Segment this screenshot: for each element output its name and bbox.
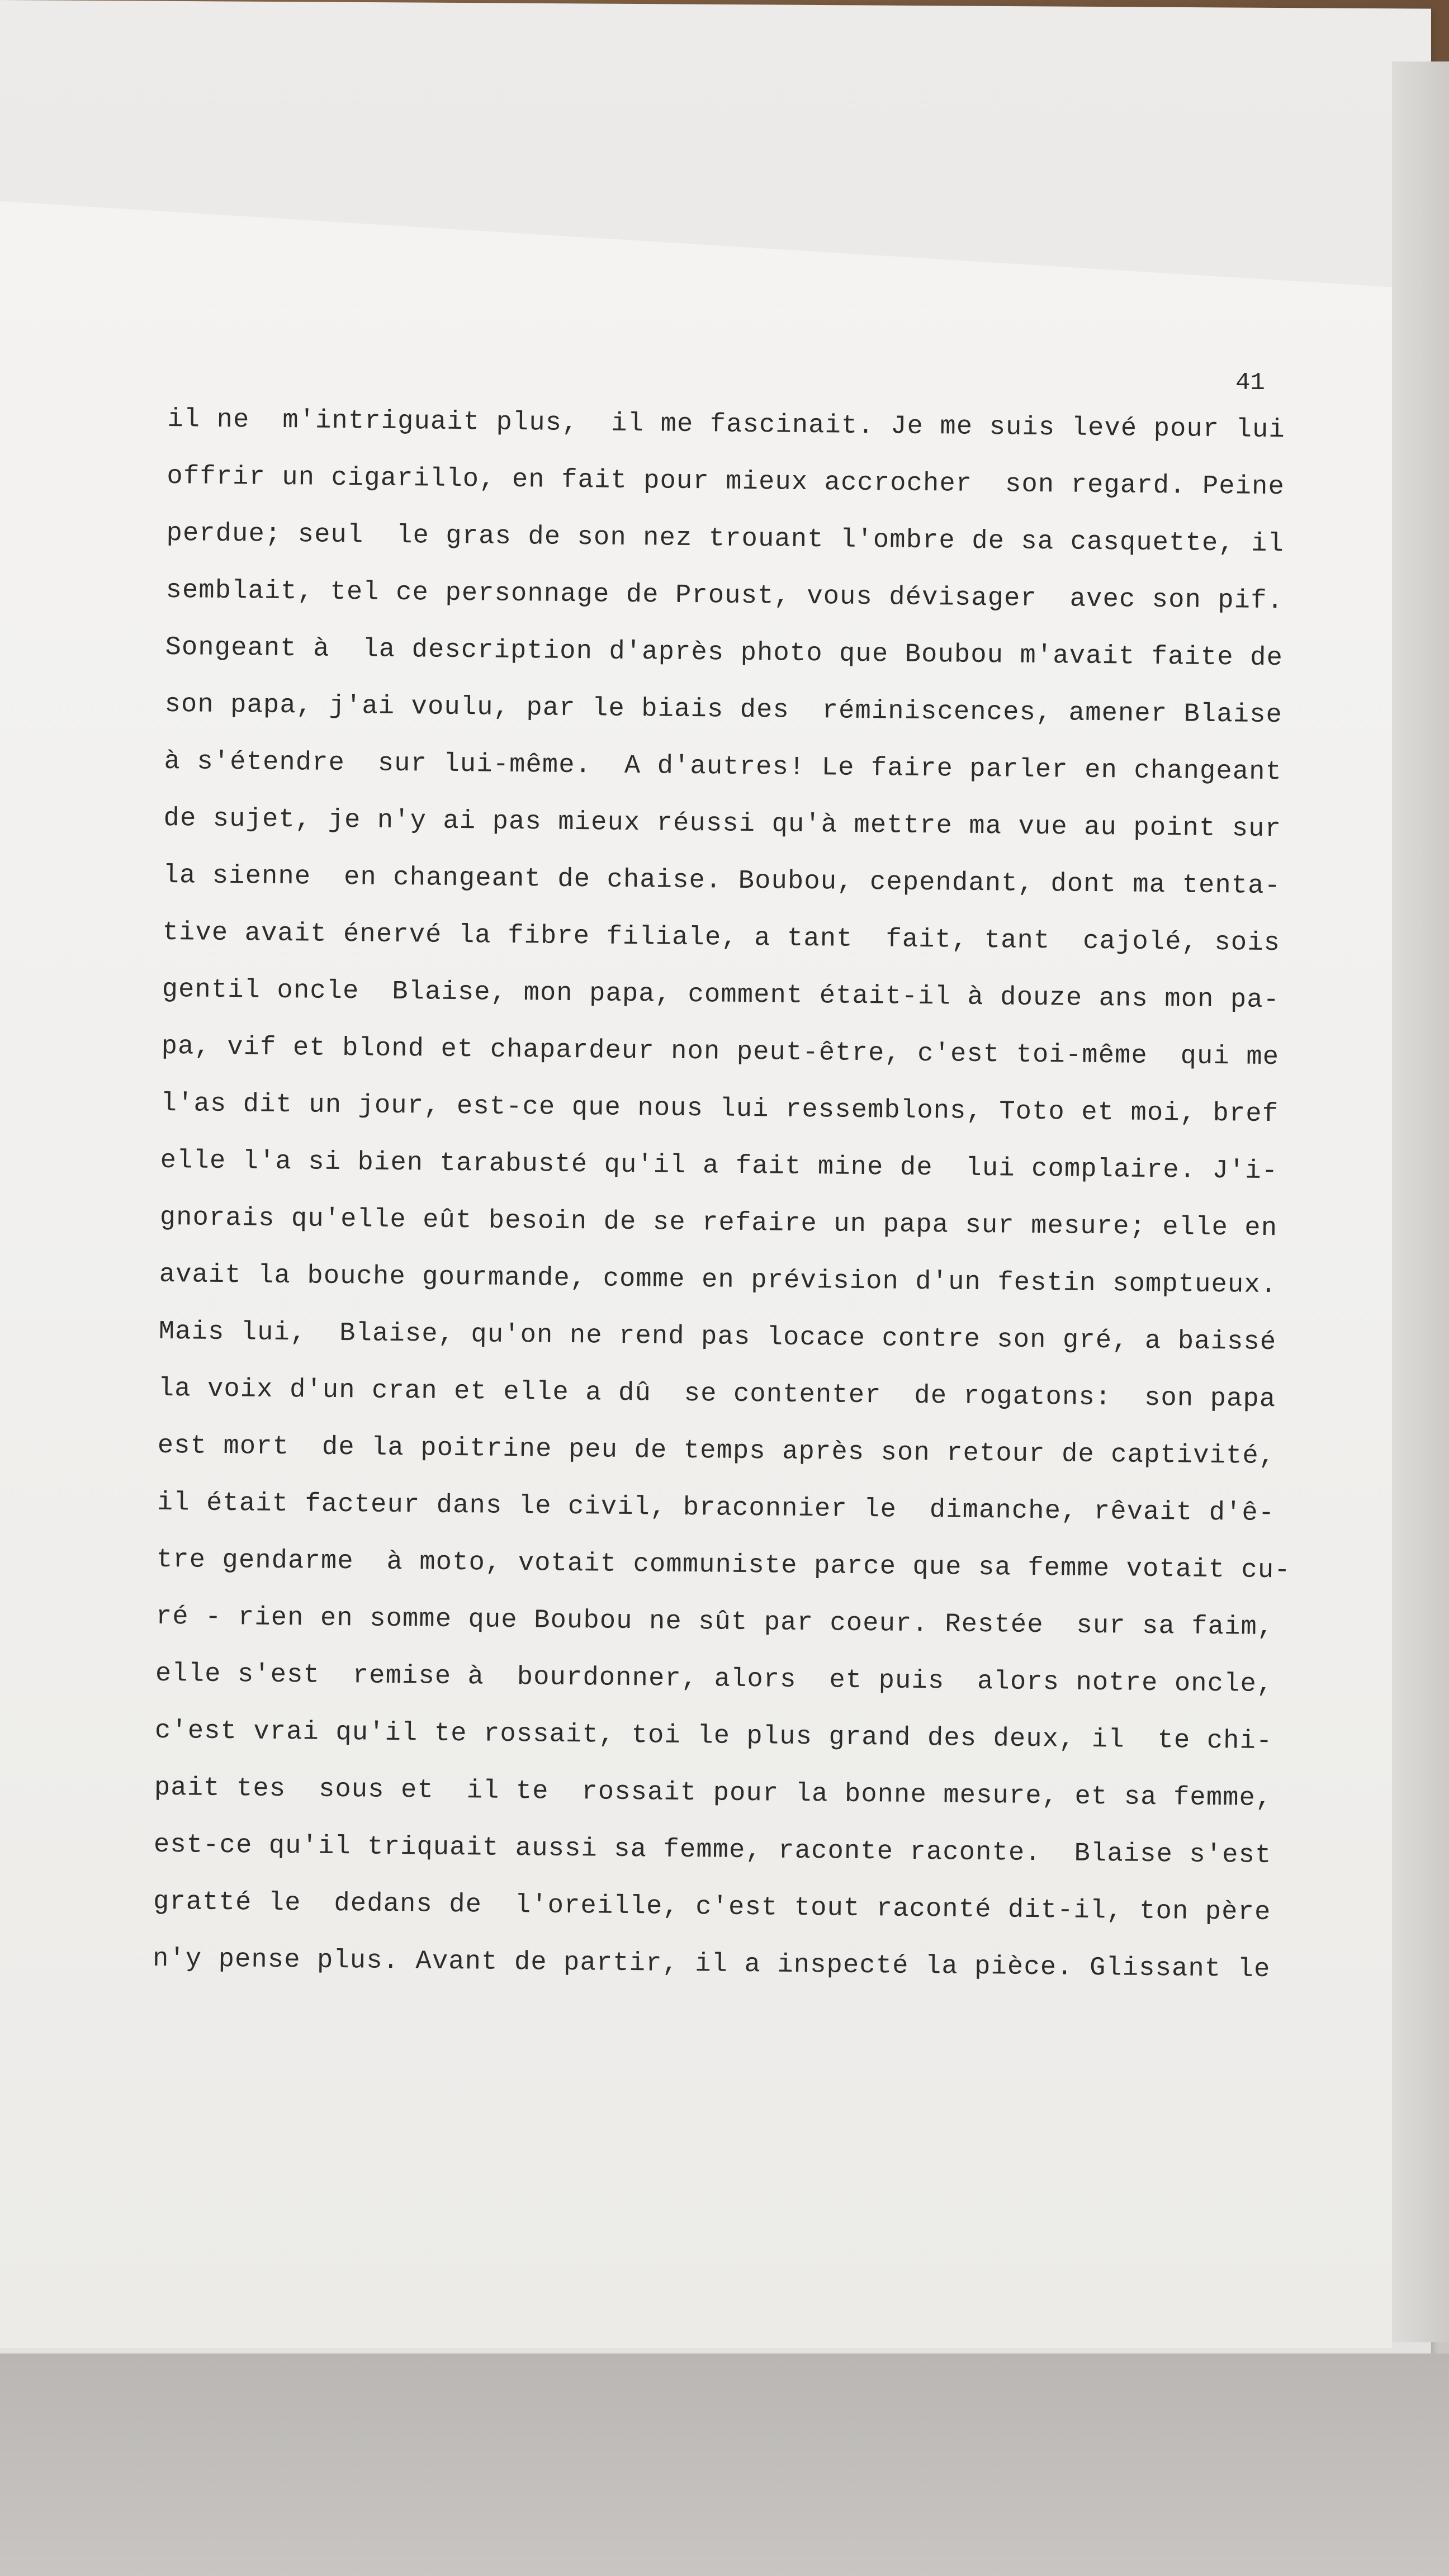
- text-line: de sujet, je n'y ai pas mieux réussi qu'à mettre ma vue au point sur: [163, 803, 1282, 845]
- text-line: elle s'est remise à bourdonner, alors et puis alors notre oncle,: [155, 1659, 1273, 1700]
- text-line: n'y pense plus. Avant de partir, il a inspecté la pièce. Glissant le: [152, 1944, 1271, 1985]
- page-number: 41: [1235, 369, 1265, 397]
- text-line: gentil oncle Blaise, mon papa, comment était-il à douze ans mon pa-: [162, 974, 1280, 1016]
- text-line: pait tes sous et il te rossait pour la bonne mesure, et sa femme,: [154, 1773, 1272, 1814]
- text-line: pa, vif et blond et chapardeur non peut-être, c'est toi-même qui me: [161, 1031, 1280, 1073]
- text-line: il était facteur dans le civil, braconnier le dimanche, rêvait d'ê-: [157, 1488, 1275, 1529]
- text-line: tive avait énervé la fibre filiale, a tant fait, tant cajolé, sois: [162, 917, 1281, 959]
- text-line: Songeant à la description d'après photo que Boubou m'avait faite de: [165, 632, 1284, 674]
- text-line: à s'étendre sur lui-même. A d'autres! Le faire parler en changeant: [164, 746, 1282, 788]
- text-line: elle l'a si bien tarabusté qu'il a fait mine de lui complaire. J'i-: [160, 1145, 1278, 1187]
- text-line: la voix d'un cran et elle a dû se contenter de rogatons: son papa: [158, 1374, 1276, 1415]
- body-text: [153, 391, 1420, 2000]
- text-line: est-ce qu'il triquait aussi sa femme, raconte raconte. Blaise s'est: [153, 1830, 1272, 1871]
- text-line: perdue; seul le gras de son nez trouant l'ombre de sa casquette, il: [166, 518, 1285, 560]
- text-line: c'est vrai qu'il te rossait, toi le plus grand des deux, il te chi-: [154, 1716, 1273, 1757]
- text-line: il ne m'intriguait plus, il me fascinait. Je me suis levé pour lui: [167, 404, 1286, 446]
- text-line: offrir un cigarillo, en fait pour mieux accrocher son regard. Peine: [167, 461, 1285, 503]
- text-line: est mort de la poitrine peu de temps après son retour de captivité,: [157, 1431, 1276, 1472]
- table-surface-bottom: [0, 2354, 1449, 2576]
- text-line: avait la bouche gourmande, comme en prévision d'un festin somptueux.: [159, 1259, 1277, 1301]
- text-line: Mais lui, Blaise, qu'on ne rend pas locace contre son gré, a baissé: [158, 1317, 1277, 1358]
- text-line: ré - rien en somme que Boubou ne sût par coeur. Restée sur sa faim,: [155, 1602, 1274, 1643]
- text-line: gnorais qu'elle eût besoin de se refaire un papa sur mesure; elle en: [159, 1202, 1278, 1244]
- text-line: l'as dit un jour, est-ce que nous lui ressemblons, Toto et moi, bref: [160, 1088, 1279, 1130]
- text-line: la sienne en changeant de chaise. Boubou, cependant, dont ma tenta-: [163, 860, 1281, 902]
- text-line: tre gendarme à moto, votait communiste parce que sa femme votait cu-: [156, 1545, 1291, 1586]
- text-line: son papa, j'ai voulu, par le biais des réminiscences, amener Blaise: [164, 689, 1283, 731]
- text-line: gratté le dedans de l'oreille, c'est tout raconté dit-il, ton père: [153, 1887, 1271, 1928]
- text-line: semblait, tel ce personnage de Proust, vous dévisager avec son pif.: [165, 575, 1284, 617]
